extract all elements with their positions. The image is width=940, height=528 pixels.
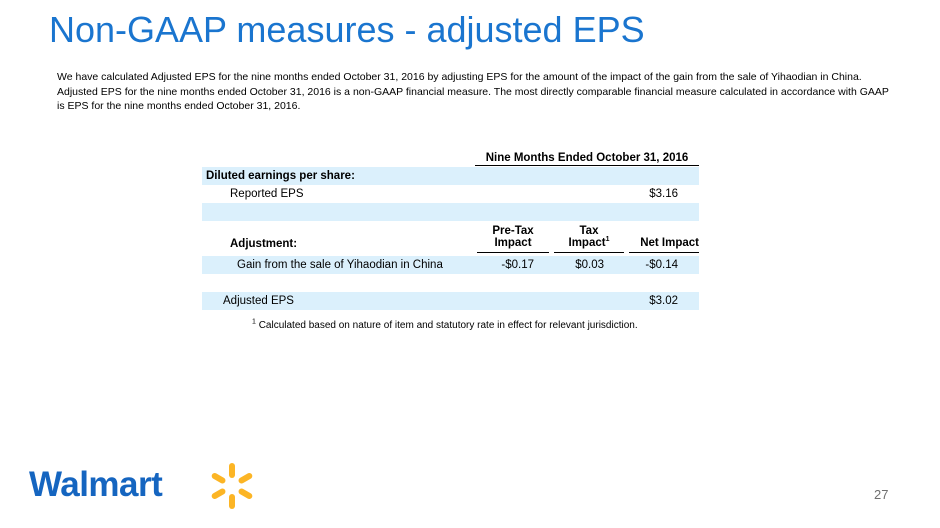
section-row	[202, 167, 699, 185]
footnote-marker: 1	[252, 318, 256, 326]
eps-table	[202, 150, 699, 310]
pretax-value: -$0.17	[501, 259, 534, 271]
tax-value: $0.03	[575, 259, 604, 271]
tax-header-line2: Impact	[568, 237, 606, 249]
footnote-text: Calculated based on nature of item and statutory rate in effect for relevant jurisdiction.	[258, 320, 638, 331]
net-value: -$0.14	[645, 259, 678, 271]
logo-wordmark: Walmart	[29, 465, 163, 504]
adjustment-header-row	[202, 221, 699, 254]
adjustment-row	[202, 256, 699, 274]
pretax-header	[477, 225, 549, 253]
tax-footnote-marker: 1	[605, 236, 610, 244]
intro-line: We have calculated Adjusted EPS for the nine months ended October 31, 2016 by adjusting EPS for the amount of the impact of the gain from the sale of Yihaodian in China.	[57, 71, 862, 83]
spacer-row	[202, 203, 699, 221]
reported-eps-row	[202, 185, 699, 203]
intro-line: Adjusted EPS for the nine months ended October 31, 2016 is a non-GAAP financial measure. The most directly comparable financial measure calculated in accordance with GAAP	[57, 85, 889, 98]
slide-title: Non-GAAP measures - adjusted EPS	[49, 9, 645, 50]
net-header	[629, 225, 699, 253]
net-header-text: Net Impact	[640, 237, 699, 249]
pretax-header-line2: Impact	[494, 237, 532, 249]
intro-paragraph	[57, 70, 907, 114]
tax-header	[554, 225, 624, 253]
adjusted-eps-value: $3.02	[649, 295, 678, 307]
blank-row	[202, 274, 699, 292]
reported-eps-value: $3.16	[649, 188, 678, 200]
pretax-header-line1: Pre-Tax	[492, 225, 534, 237]
adjusted-eps-label: Adjusted EPS	[223, 295, 294, 307]
walmart-logo	[29, 461, 239, 511]
period-header: Nine Months Ended October 31, 2016	[475, 152, 699, 166]
tax-header-line1: Tax	[579, 225, 599, 237]
adjustment-item-label: Gain from the sale of Yihaodian in China	[237, 259, 443, 271]
adjusted-eps-row	[202, 292, 699, 310]
intro-line: is EPS for the nine months ended October 31, 2016.	[57, 100, 301, 112]
spark-icon	[207, 461, 257, 511]
section-label: Diluted earnings per share:	[206, 170, 355, 182]
page-number: 27	[874, 487, 889, 502]
reported-eps-label: Reported EPS	[230, 188, 304, 200]
footnote	[252, 320, 638, 331]
period-header-row	[202, 150, 699, 167]
adjustment-label: Adjustment:	[230, 238, 298, 250]
